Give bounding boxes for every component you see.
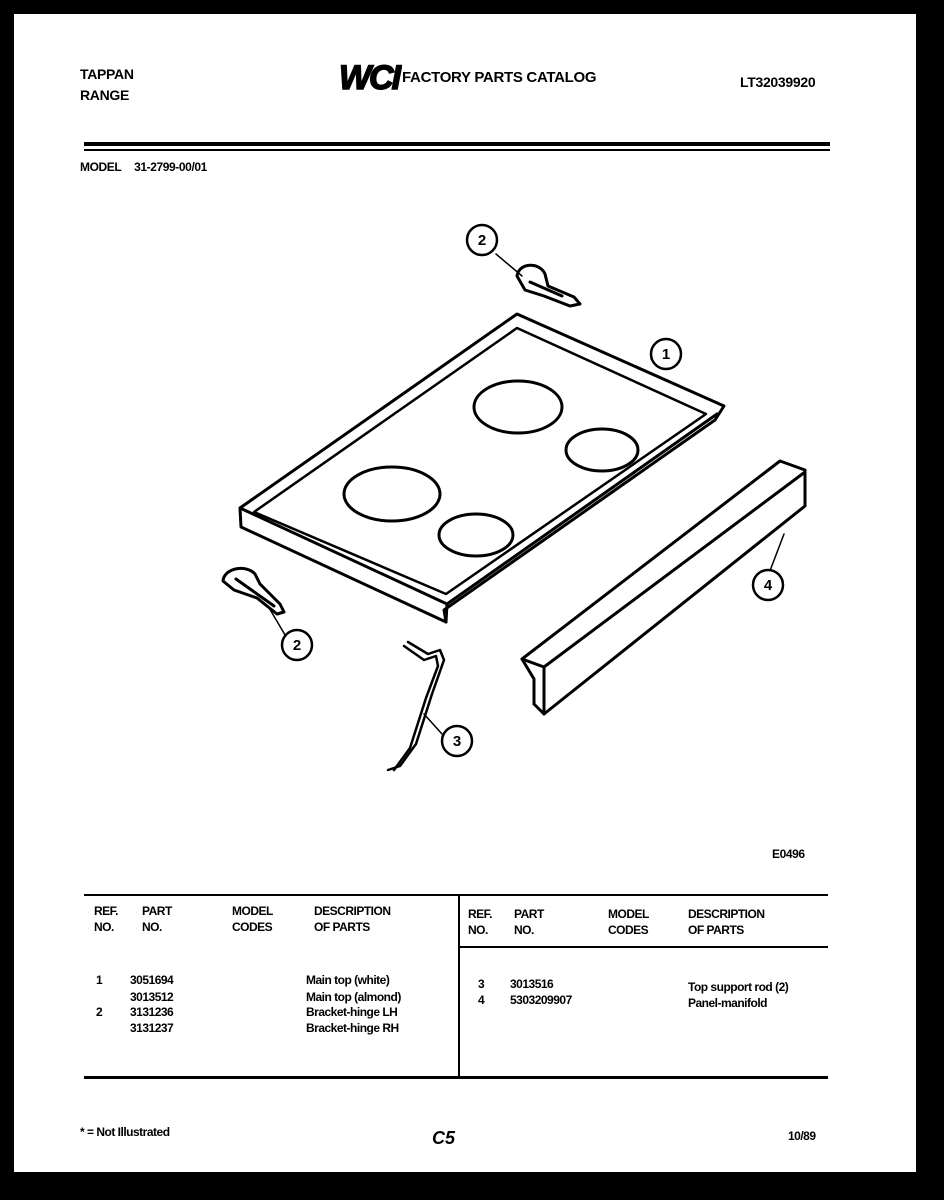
desc-cell: Panel-manifold bbox=[688, 996, 768, 1010]
ref-cell: 1 bbox=[96, 973, 103, 987]
not-illustrated-note: * = Not Illustrated bbox=[80, 1125, 170, 1139]
col-ref-no-right: REF. NO. bbox=[468, 907, 493, 937]
desc-cell: Top support rod (2) bbox=[688, 980, 789, 994]
part-cell: 3131237 bbox=[130, 1021, 174, 1035]
table-top-rule bbox=[84, 894, 828, 896]
model-label-text: MODEL bbox=[80, 160, 122, 174]
catalog-page bbox=[14, 14, 916, 1172]
part-cell: 3013512 bbox=[130, 990, 174, 1004]
ref-cell: 4 bbox=[478, 993, 485, 1007]
desc-cell: Bracket-hinge RH bbox=[306, 1021, 399, 1035]
catalog-code: LT32039920 bbox=[740, 74, 816, 90]
parts-diagram bbox=[14, 14, 916, 844]
diagram-code: E0496 bbox=[772, 847, 805, 861]
brand-name: TAPPAN bbox=[80, 66, 134, 82]
col-description-right: DESCRIPTION OF PARTS bbox=[688, 907, 765, 937]
product-type: RANGE bbox=[80, 87, 130, 103]
top-support-rod bbox=[388, 642, 444, 770]
col-ref-no: REF. NO. bbox=[94, 904, 119, 934]
desc-cell: Main top (almond) bbox=[306, 990, 401, 1004]
svg-text:1: 1 bbox=[661, 346, 671, 363]
svg-text:2: 2 bbox=[292, 637, 302, 654]
part-cell: 3131236 bbox=[130, 1005, 174, 1019]
col-model-codes: MODEL CODES bbox=[232, 904, 273, 934]
table-header-rule-right bbox=[458, 946, 828, 948]
table-bottom-rule bbox=[84, 1076, 828, 1079]
svg-text:WCI: WCI bbox=[338, 59, 400, 95]
table-row bbox=[96, 972, 102, 988]
catalog-date: 10/89 bbox=[788, 1129, 816, 1143]
col-model-codes-right: MODEL CODES bbox=[608, 907, 649, 937]
desc-cell: Bracket-hinge LH bbox=[306, 1005, 398, 1019]
part-cell: 5303209907 bbox=[510, 993, 572, 1007]
part-cell: 3051694 bbox=[130, 973, 174, 987]
page-number: C5 bbox=[432, 1128, 456, 1148]
ref-cell: 3 bbox=[478, 977, 485, 991]
catalog-title: FACTORY PARTS CATALOG bbox=[402, 69, 597, 86]
svg-text:3: 3 bbox=[452, 733, 462, 750]
part-cell: 3013516 bbox=[510, 977, 554, 991]
svg-text:2: 2 bbox=[477, 232, 487, 249]
col-description: DESCRIPTION OF PARTS bbox=[314, 904, 391, 934]
bracket-hinge-front bbox=[223, 568, 284, 614]
desc-cell: Main top (white) bbox=[306, 973, 390, 987]
col-part-no-right: PART NO. bbox=[514, 907, 544, 937]
col-part-no: PART NO. bbox=[142, 904, 172, 934]
table-divider bbox=[458, 894, 460, 1078]
svg-text:4: 4 bbox=[763, 577, 773, 594]
model-number: 31-2799-00/01 bbox=[134, 160, 207, 174]
ref-cell: 2 bbox=[96, 1005, 103, 1019]
bracket-hinge-rear bbox=[517, 265, 580, 306]
